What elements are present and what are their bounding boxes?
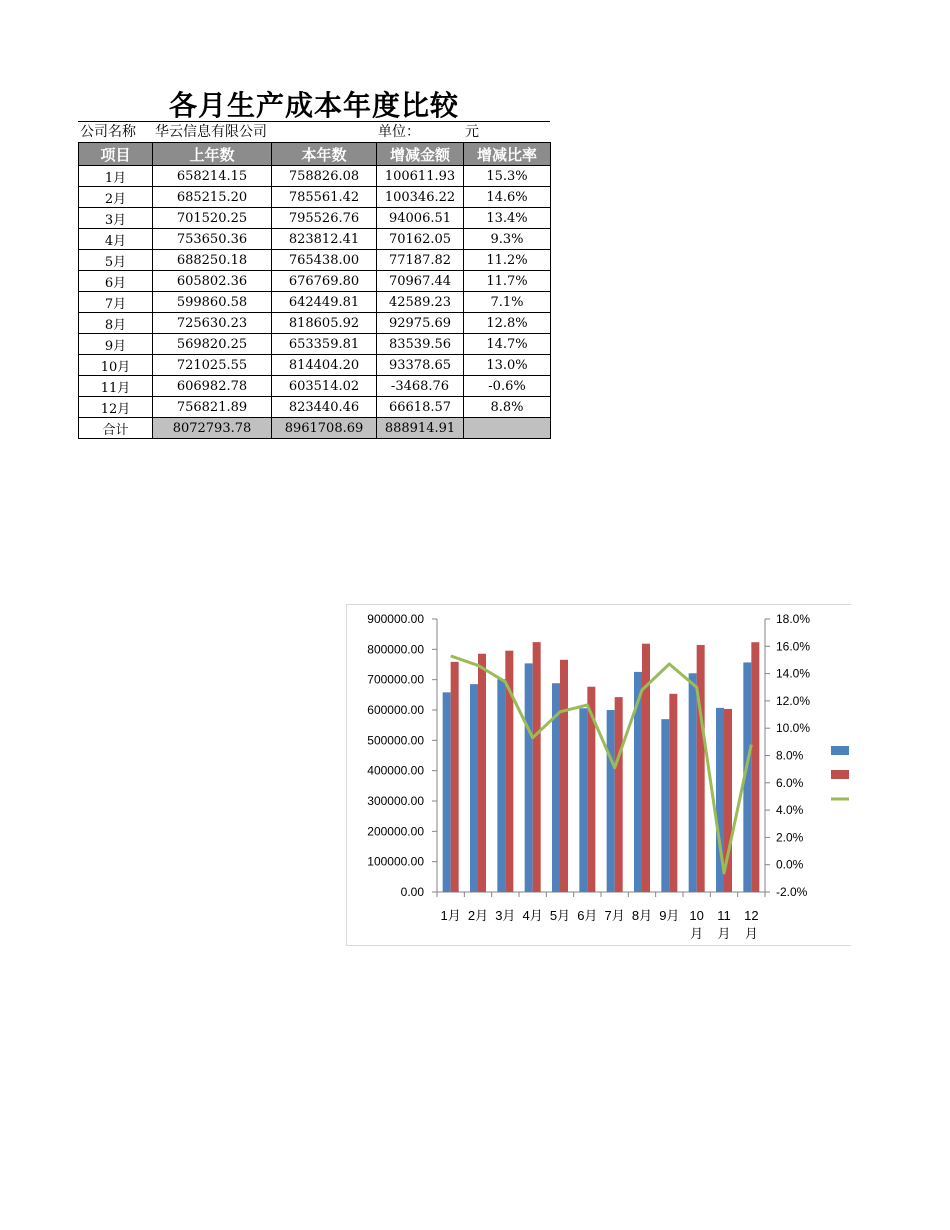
table-cell[interactable]: 642449.81 — [272, 292, 377, 313]
y-left-tick-label: 800000.00 — [367, 642, 424, 657]
table-cell[interactable]: 1月 — [79, 166, 153, 187]
table-cell[interactable]: 795526.76 — [272, 208, 377, 229]
table-cell[interactable]: 653359.81 — [272, 334, 377, 355]
table-cell[interactable]: 685215.20 — [153, 187, 272, 208]
table-cell[interactable]: 7月 — [79, 292, 153, 313]
bar-last-year — [525, 663, 533, 892]
table-row — [79, 229, 551, 250]
table-cell[interactable]: 14.7% — [464, 334, 551, 355]
table-cell[interactable]: 756821.89 — [153, 397, 272, 418]
cost-table — [78, 142, 551, 439]
table-cell[interactable]: 8.8% — [464, 397, 551, 418]
company-name: 华云信息有限公司 — [155, 124, 267, 140]
x-tick-label: 月 — [744, 926, 758, 941]
chart-svg — [347, 605, 851, 945]
y-left-tick-label: 200000.00 — [367, 824, 424, 839]
table-cell[interactable]: 66618.57 — [377, 397, 464, 418]
table-cell[interactable]: -3468.76 — [377, 376, 464, 397]
x-tick-label: 11 — [717, 908, 731, 923]
bar-this-year — [642, 644, 650, 892]
y-right-tick-label: 2.0% — [776, 830, 804, 845]
table-cell[interactable]: 603514.02 — [272, 376, 377, 397]
x-tick-label: 6月 — [577, 908, 598, 923]
table-cell[interactable]: 10月 — [79, 355, 153, 376]
table-row — [79, 187, 551, 208]
table-cell[interactable]: 823812.41 — [272, 229, 377, 250]
table-cell[interactable]: 688250.18 — [153, 250, 272, 271]
total-cell[interactable]: 888914.91 — [377, 418, 464, 439]
table-cell[interactable]: 7.1% — [464, 292, 551, 313]
x-tick-label: 10 — [689, 908, 704, 923]
y-left-tick-label: 500000.00 — [367, 733, 424, 748]
y-left-tick-label: 700000.00 — [367, 672, 424, 687]
table-cell[interactable]: 70162.05 — [377, 229, 464, 250]
x-tick-label: 9月 — [659, 908, 680, 923]
table-cell[interactable]: 5月 — [79, 250, 153, 271]
table-cell[interactable]: 12.8% — [464, 313, 551, 334]
legend-key-last-year — [831, 746, 849, 755]
sheet-meta-row — [78, 121, 550, 143]
unit-label: 单位： — [378, 124, 420, 140]
table-cell[interactable]: 4月 — [79, 229, 153, 250]
table-cell[interactable]: 77187.82 — [377, 250, 464, 271]
table-cell[interactable]: 70967.44 — [377, 271, 464, 292]
table-cell[interactable]: 753650.36 — [153, 229, 272, 250]
table-row — [79, 271, 551, 292]
header-change-rate[interactable]: 增减比率 — [464, 143, 551, 166]
table-cell[interactable]: 765438.00 — [272, 250, 377, 271]
y-left-tick-label: 600000.00 — [367, 703, 424, 717]
y-right-tick-label: 12.0% — [776, 693, 811, 708]
table-cell[interactable]: 9.3% — [464, 229, 551, 250]
bar-this-year — [697, 645, 705, 892]
table-cell[interactable]: 8月 — [79, 313, 153, 334]
x-tick-label: 3月 — [495, 908, 516, 923]
table-cell[interactable]: 599860.58 — [153, 292, 272, 313]
x-tick-label: 1月 — [440, 908, 461, 923]
y-right-tick-label: 4.0% — [776, 803, 804, 818]
table-cell[interactable]: 569820.25 — [153, 334, 272, 355]
x-tick-label: 4月 — [522, 908, 543, 923]
header-item[interactable]: 项目 — [79, 143, 153, 166]
table-cell[interactable]: 823440.46 — [272, 397, 377, 418]
table-cell[interactable]: 100611.93 — [377, 166, 464, 187]
line-change-rate — [451, 656, 752, 873]
cost-chart[interactable] — [346, 604, 851, 946]
y-left-tick-label: 900000.00 — [367, 612, 424, 626]
bar-this-year — [560, 660, 568, 892]
table-cell[interactable]: 658214.15 — [153, 166, 272, 187]
total-cell[interactable]: 8961708.69 — [272, 418, 377, 439]
bar-this-year — [533, 642, 541, 892]
table-cell[interactable]: 11.7% — [464, 271, 551, 292]
header-this-year[interactable]: 本年数 — [272, 143, 377, 166]
table-cell[interactable]: 9月 — [79, 334, 153, 355]
header-change-amount[interactable]: 增减金额 — [377, 143, 464, 166]
table-cell[interactable]: 3月 — [79, 208, 153, 229]
x-tick-label: 7月 — [604, 908, 625, 923]
table-cell[interactable]: 725630.23 — [153, 313, 272, 334]
table-cell[interactable]: 13.4% — [464, 208, 551, 229]
table-cell[interactable]: 6月 — [79, 271, 153, 292]
total-label-cell[interactable]: 合计 — [79, 418, 153, 439]
table-cell[interactable]: 83539.56 — [377, 334, 464, 355]
total-cell[interactable]: 8072793.78 — [153, 418, 272, 439]
bar-this-year — [478, 654, 486, 892]
table-cell[interactable]: 93378.65 — [377, 355, 464, 376]
y-left-tick-label: 400000.00 — [367, 763, 424, 778]
table-cell[interactable]: 758826.08 — [272, 166, 377, 187]
x-tick-label: 2月 — [467, 908, 489, 923]
x-tick-label: 月 — [717, 926, 731, 941]
table-cell[interactable]: 11.2% — [464, 250, 551, 271]
table-row — [79, 397, 551, 418]
y-right-tick-label: 18.0% — [776, 612, 811, 626]
y-right-tick-label: 10.0% — [776, 721, 811, 736]
bar-last-year — [661, 719, 669, 892]
y-left-tick-label: 300000.00 — [367, 794, 424, 808]
table-row — [79, 376, 551, 397]
table-row — [79, 208, 551, 229]
table-cell[interactable]: 13.0% — [464, 355, 551, 376]
y-right-tick-label: 16.0% — [776, 639, 811, 654]
bar-this-year — [451, 662, 459, 892]
company-label: 公司名称 — [80, 124, 136, 140]
table-cell[interactable]: 701520.25 — [153, 208, 272, 229]
y-right-tick-label: 14.0% — [776, 666, 811, 681]
y-left-tick-label: 100000.00 — [367, 854, 424, 869]
bar-this-year — [615, 697, 623, 892]
table-cell[interactable]: 814404.20 — [272, 355, 377, 376]
y-right-tick-label: -2.0% — [776, 885, 808, 899]
table-total-row — [79, 418, 551, 439]
table-cell[interactable]: 42589.23 — [377, 292, 464, 313]
y-right-tick-label: 6.0% — [776, 775, 804, 790]
total-cell[interactable] — [464, 418, 551, 439]
table-cell[interactable]: 605802.36 — [153, 271, 272, 292]
bar-last-year — [607, 710, 615, 892]
table-cell[interactable]: 721025.55 — [153, 355, 272, 376]
sheet-title: 各月生产成本年度比较 — [168, 89, 459, 122]
x-tick-label: 12 — [744, 908, 759, 923]
table-row — [79, 334, 551, 355]
table-row — [79, 166, 551, 187]
table-cell[interactable]: 676769.80 — [272, 271, 377, 292]
table-cell[interactable]: 818605.92 — [272, 313, 377, 334]
header-last-year[interactable]: 上年数 — [153, 143, 272, 166]
table-cell[interactable]: -0.6% — [464, 376, 551, 397]
table-cell[interactable]: 100346.22 — [377, 187, 464, 208]
bar-this-year — [751, 642, 759, 892]
table-cell[interactable]: 14.6% — [464, 187, 551, 208]
table-cell[interactable]: 2月 — [79, 187, 153, 208]
bar-last-year — [470, 684, 478, 892]
table-row — [79, 292, 551, 313]
y-right-tick-label: 0.0% — [776, 857, 804, 872]
table-cell[interactable]: 94006.51 — [377, 208, 464, 229]
bar-this-year — [669, 694, 677, 892]
table-cell[interactable]: 11月 — [79, 376, 153, 397]
table-cell[interactable]: 15.3% — [464, 166, 551, 187]
x-tick-label: 月 — [690, 926, 704, 941]
table-cell[interactable]: 12月 — [79, 397, 153, 418]
y-left-tick-label: 0.00 — [400, 885, 424, 899]
table-cell[interactable]: 606982.78 — [153, 376, 272, 397]
y-right-tick-label: 8.0% — [776, 748, 804, 763]
legend-key-this-year — [831, 770, 849, 779]
unit-value: 元 — [465, 124, 479, 140]
table-header-row — [79, 143, 551, 166]
table-row — [79, 313, 551, 334]
table-cell[interactable]: 92975.69 — [377, 313, 464, 334]
bar-last-year — [689, 673, 697, 892]
bar-last-year — [579, 708, 587, 892]
bar-last-year — [497, 679, 505, 892]
x-tick-label: 8月 — [631, 908, 653, 923]
bar-last-year — [443, 692, 451, 892]
table-row — [79, 250, 551, 271]
x-tick-label: 5月 — [549, 908, 571, 923]
table-row — [79, 355, 551, 376]
table-cell[interactable]: 785561.42 — [272, 187, 377, 208]
